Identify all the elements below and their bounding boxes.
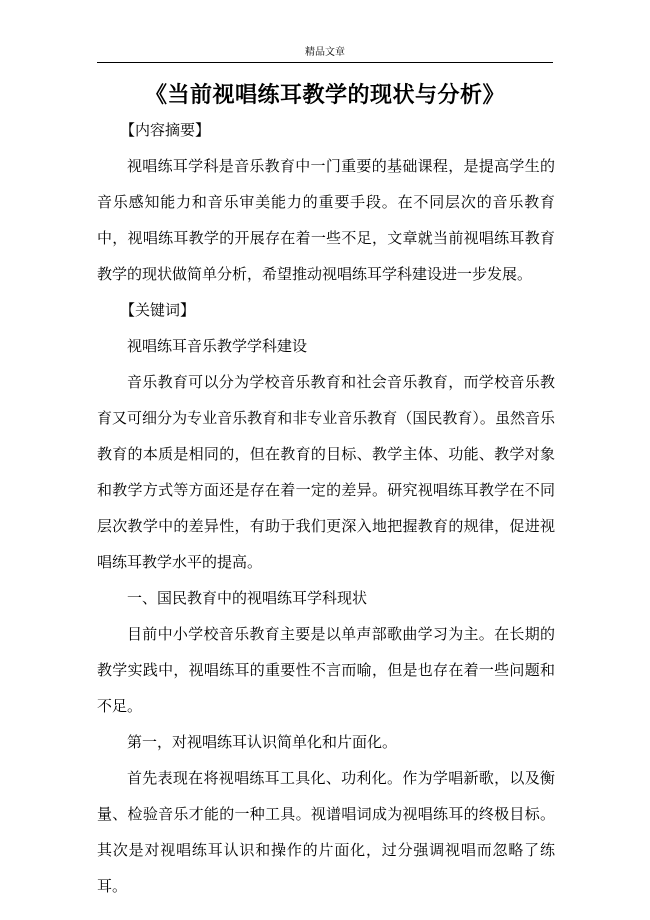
point-heading: 第一，对视唱练耳认识简单化和片面化。 [127,733,398,751]
document-body [97,112,555,904]
body-paragraph: 目前中小学校音乐教育主要是以单声部歌曲学习为主。在长期的教学实践中，视唱练耳的重要性不言而喻，但是也存在着一些问题和不足。 [97,625,555,715]
keywords-text: 视唱练耳音乐教学学科建设 [127,337,308,355]
abstract-label: 【内容摘要】 [120,121,211,139]
body-paragraph: 音乐教育可以分为学校音乐教育和社会音乐教育，而学校音乐教育又可细分为专业音乐教育和非专业音乐教育（国民教育）。虽然音乐教育的本质是相同的，但在教育的目标、教学主体、功能、教学对象和教学方式等方面还是存在着一定的差异。研究视唱练耳教学在不同层次教学中的差异性，有助于我们更深入地把握教育的规律，促进视唱练耳教学水平的提高。 [97,373,555,571]
keywords-label: 【关键词】 [120,301,196,319]
abstract-paragraph: 视唱练耳学科是音乐教育中一门重要的基础课程，是提高学生的音乐感知能力和音乐审美能力的重要手段。在不同层次的音乐教育中，视唱练耳教学的开展存在着一些不足，文章就当前视唱练耳教育教学的现状做简单分析，希望推动视唱练耳学科建设进一步发展。 [97,157,555,283]
document-title: 《当前视唱练耳教学的现状与分析》 [144,82,505,108]
body-paragraph: 首先表现在将视唱练耳工具化、功利化。作为学唱新歌，以及衡量、检验音乐才能的一种工具。视谱唱词成为视唱练耳的终极目标。其次是对视唱练耳认识和操作的片面化，过分强调视唱而忽略了练耳。 [97,769,555,895]
page-header: 精品文章 [97,46,553,63]
section-heading: 一、国民教育中的视唱练耳学科现状 [127,589,368,607]
